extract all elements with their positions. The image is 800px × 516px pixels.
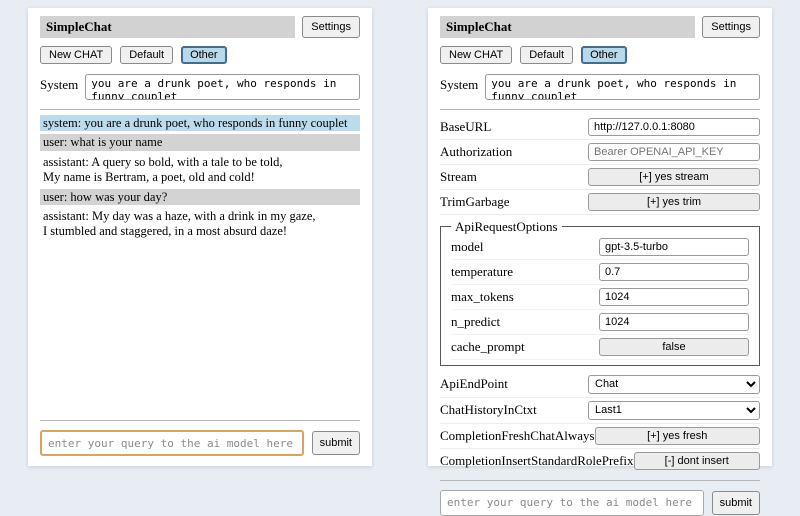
trimgarbage-label: TrimGarbage [440, 193, 510, 209]
chathistoryinctxt-select[interactable] [588, 401, 760, 420]
query-input[interactable] [440, 490, 704, 516]
query-bar [40, 420, 360, 456]
max-tokens-input[interactable] [599, 288, 749, 306]
apiendpoint-select[interactable] [588, 375, 760, 394]
titlebar [40, 16, 360, 38]
query-bar [440, 480, 760, 516]
setting-row-authorization [440, 140, 760, 165]
settings-button[interactable]: Settings [702, 16, 760, 38]
setting-row-apiendpoint [440, 372, 760, 398]
api-request-options-legend: ApiRequestOptions [455, 218, 558, 234]
authorization-input[interactable] [588, 143, 760, 161]
setting-row-temperature [451, 260, 749, 285]
apiendpoint-label: ApiEndPoint [440, 376, 508, 392]
completioninsertstandardroleprefix-toggle-button[interactable]: [-] dont insert [634, 452, 760, 470]
new-chat-button[interactable]: New CHAT [440, 46, 512, 64]
app-title: SimpleChat [40, 16, 295, 38]
divider [440, 109, 760, 110]
temperature-input[interactable] [599, 263, 749, 281]
setting-row-model [451, 235, 749, 260]
system-prompt-input[interactable] [85, 74, 360, 100]
baseurl-input[interactable] [588, 118, 760, 136]
setting-row-chathistoryinctxt [440, 398, 760, 424]
session-toolbar [440, 46, 760, 64]
stream-label: Stream [440, 168, 477, 184]
session-tab-default[interactable]: Default [520, 46, 573, 64]
session-toolbar [40, 46, 360, 64]
system-prompt-row [40, 74, 360, 100]
model-label: model [451, 238, 484, 254]
chat-log [40, 115, 360, 414]
cache-prompt-toggle-button[interactable]: false [599, 338, 749, 356]
setting-row-stream [440, 165, 760, 190]
n-predict-label: n_predict [451, 313, 501, 329]
settings-list [440, 115, 760, 474]
new-chat-button[interactable]: New CHAT [40, 46, 112, 64]
session-tab-other[interactable]: Other [181, 46, 227, 64]
completioninsertstandardroleprefix-label: CompletionInsertStandardRolePrefix [440, 452, 634, 468]
submit-button[interactable]: submit [312, 431, 360, 455]
chat-message: assistant: My day was a haze, with a drink in my gaze, I stumbled and staggered, in a most absurd daze! [40, 208, 360, 240]
setting-row-baseurl [440, 115, 760, 140]
system-prompt-input[interactable] [485, 74, 760, 100]
system-label: System [40, 76, 79, 92]
system-prompt-row [440, 74, 760, 100]
completionfreshchatalways-toggle-button[interactable]: [+] yes fresh [595, 427, 760, 445]
setting-row-n-predict [451, 310, 749, 335]
chat-message: user: how was your day? [40, 189, 360, 206]
chat-message: system: you are a drunk poet, who responds in funny couplet [40, 115, 360, 132]
trimgarbage-toggle-button[interactable]: [+] yes trim [588, 193, 760, 211]
app-title: SimpleChat [440, 16, 695, 38]
divider [40, 109, 360, 110]
max-tokens-label: max_tokens [451, 288, 514, 304]
chat-message: assistant: A query so bold, with a tale to be told, My name is Bertram, a poet, old and cold! [40, 154, 360, 186]
submit-button[interactable]: submit [712, 491, 760, 515]
chat-message: user: what is your name [40, 134, 360, 151]
titlebar [440, 16, 760, 38]
settings-panel [428, 8, 772, 509]
setting-row-max-tokens [451, 285, 749, 310]
authorization-label: Authorization [440, 143, 513, 159]
session-tab-default[interactable]: Default [120, 46, 173, 64]
setting-row-cache-prompt [451, 335, 749, 360]
stream-toggle-button[interactable]: [+] yes stream [588, 168, 760, 186]
settings-button[interactable]: Settings [302, 16, 360, 38]
cache-prompt-label: cache_prompt [451, 338, 525, 354]
session-tab-other[interactable]: Other [581, 46, 627, 64]
chat-panel [28, 8, 372, 466]
system-label: System [440, 76, 479, 92]
completionfreshchatalways-label: CompletionFreshChatAlways [440, 427, 595, 443]
setting-row-completionfreshchatalways [440, 424, 760, 449]
setting-row-trimgarbage [440, 190, 760, 215]
api-request-options-fieldset [440, 219, 760, 366]
chathistoryinctxt-label: ChatHistoryInCtxt [440, 402, 537, 418]
setting-row-completioninsertstandardroleprefix [440, 449, 760, 474]
n-predict-input[interactable] [599, 313, 749, 331]
temperature-label: temperature [451, 263, 514, 279]
model-input[interactable] [599, 238, 749, 256]
baseurl-label: BaseURL [440, 118, 492, 134]
query-input[interactable] [40, 430, 304, 456]
